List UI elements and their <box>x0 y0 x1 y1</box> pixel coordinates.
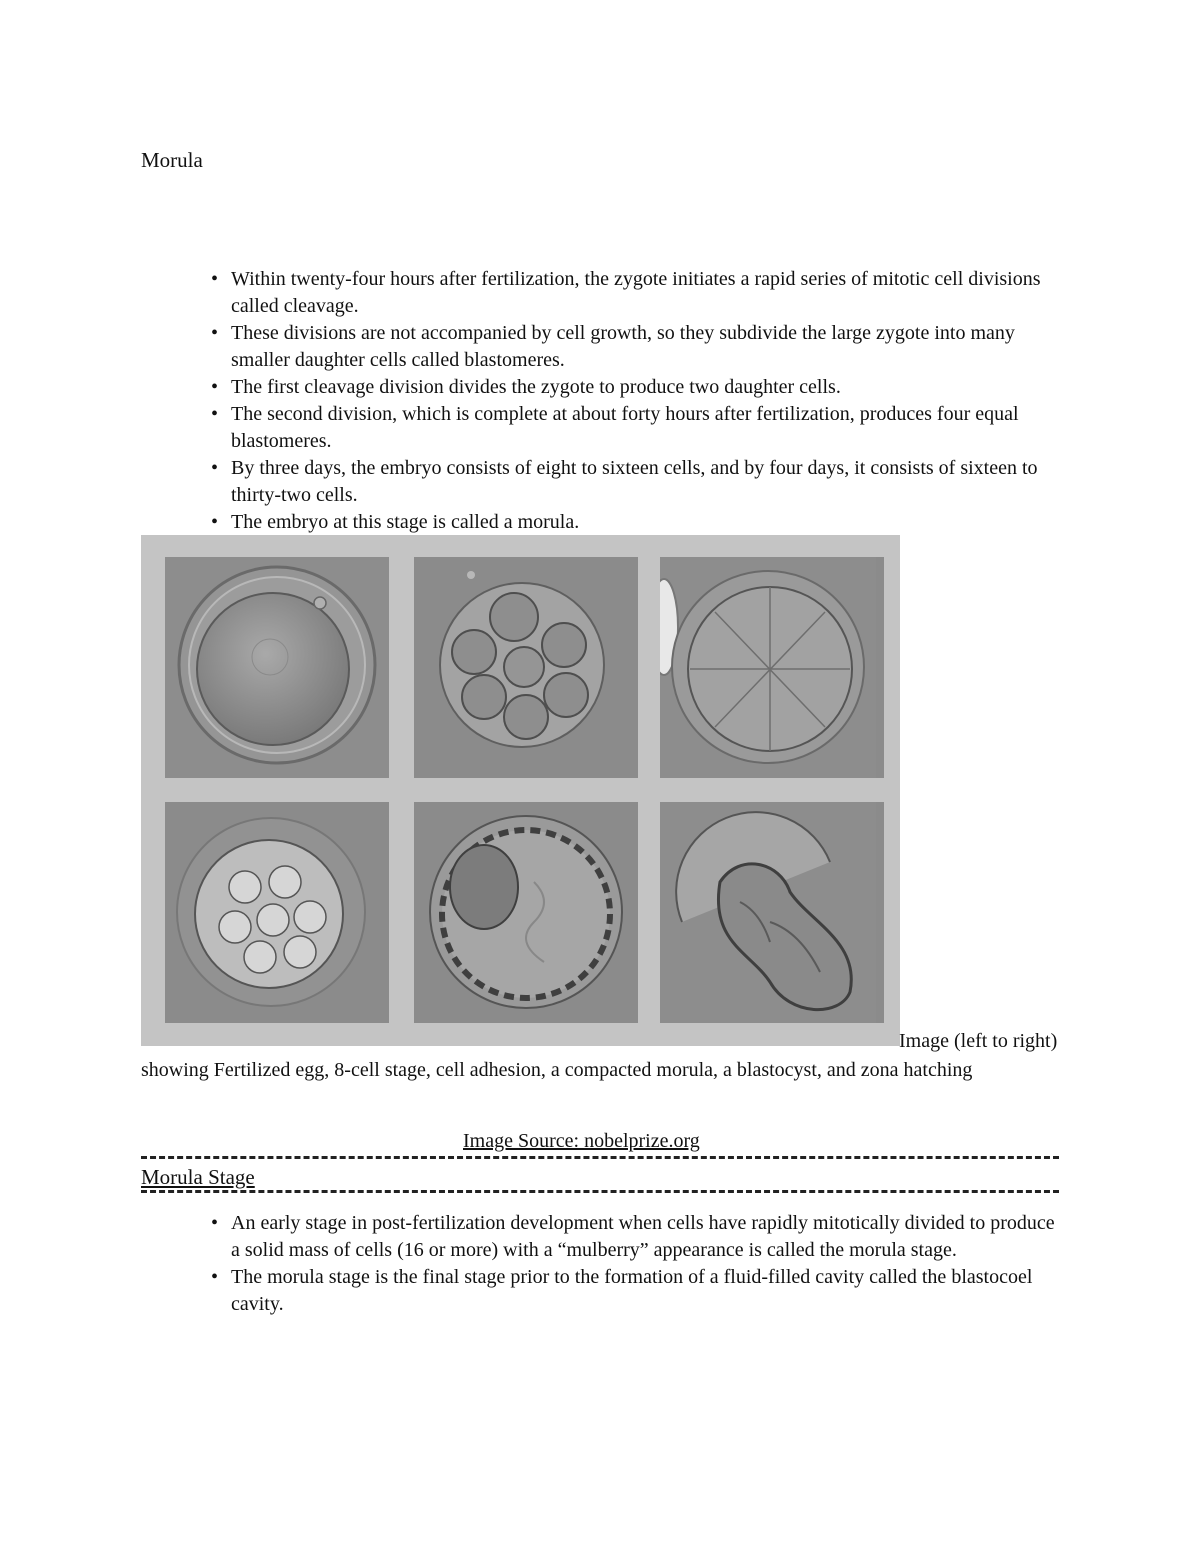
bullet-icon: • <box>211 403 219 425</box>
list-item <box>196 1264 1066 1318</box>
section-heading: Morula Stage <box>141 1165 259 1190</box>
list-item <box>196 509 1066 536</box>
figure-caption: Image (left to right) showing Fertilized egg, 8-cell stage, cell adhesion, a compacted morula, a blastocyst, and zona hatching <box>141 1030 1058 1081</box>
blastocyst-image <box>414 802 638 1023</box>
list-item <box>196 401 1066 455</box>
image-source-line <box>141 1130 1059 1160</box>
list-item-text: By three days, the embryo consists of eight to sixteen cells, and by four days, it consists of sixteen to thirty-two cells. <box>231 457 1038 506</box>
list-item <box>196 320 1066 374</box>
image-source-text: Image Source: nobelprize.org <box>463 1130 700 1152</box>
page-title: Morula <box>141 148 203 172</box>
bullet-icon: • <box>211 511 219 533</box>
list-item-text: Within twenty-four hours after fertilization, the zygote initiates a rapid series of mitotic cell divisions called cleavage. <box>231 268 1041 317</box>
list-item-text: The morula stage is the final stage prior to the formation of a fluid-filled cavity called the blastocoel cavity. <box>231 1266 1033 1315</box>
dashed-divider <box>141 1156 1059 1159</box>
morula-stage-bullet-list <box>196 1210 1066 1318</box>
bullet-icon: • <box>211 268 219 290</box>
fertilized-egg-image <box>165 557 389 778</box>
eight-cell-stage-image <box>414 557 638 778</box>
list-item <box>196 374 1066 401</box>
cell-adhesion-image <box>660 557 884 778</box>
bullet-icon: • <box>211 322 219 344</box>
dashed-divider <box>141 1190 1059 1193</box>
list-item-text: The second division, which is complete at about forty hours after fertilization, produces four equal blastomeres. <box>231 403 1019 452</box>
bullet-icon: • <box>211 1266 219 1288</box>
list-item-text: These divisions are not accompanied by cell growth, so they subdivide the large zygote into many smaller daughter cells called blastomeres. <box>231 322 1015 371</box>
list-item-text: The first cleavage division divides the zygote to produce two daughter cells. <box>231 376 841 398</box>
compacted-morula-image <box>165 802 389 1023</box>
list-item-text: The embryo at this stage is called a morula. <box>231 511 580 533</box>
bullet-icon: • <box>211 376 219 398</box>
intro-bullet-list <box>196 266 1066 536</box>
bullet-icon: • <box>211 1212 219 1234</box>
zona-hatching-image <box>660 802 884 1023</box>
list-item-text: An early stage in post-fertilization development when cells have rapidly mitotically divided to produce a solid mass of cells (16 or more) with a “mulberry” appearance is called the morula stage. <box>231 1212 1055 1261</box>
list-item <box>196 266 1066 320</box>
list-item <box>196 1210 1066 1264</box>
bullet-icon: • <box>211 457 219 479</box>
embryo-development-figure <box>141 535 900 1046</box>
list-item <box>196 455 1066 509</box>
